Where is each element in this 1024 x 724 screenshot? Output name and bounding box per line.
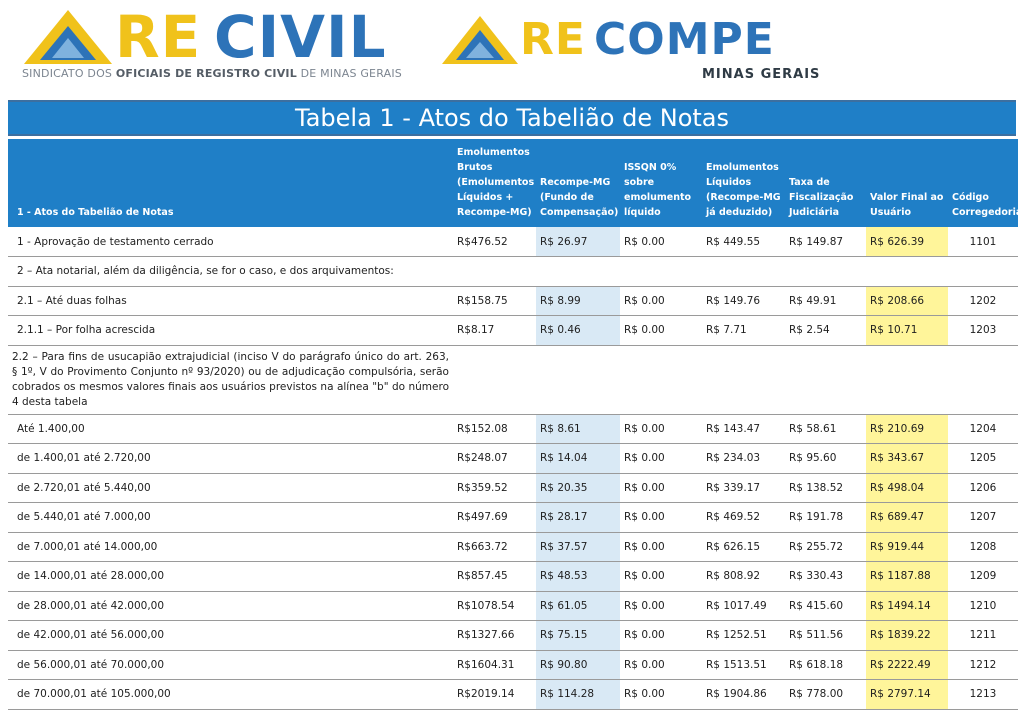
gross-cell: R$2019.14: [453, 680, 536, 710]
col-header-issqn: ISSQN 0% sobre emolumento líquido: [620, 139, 702, 227]
act-cell: de 28.000,01 até 42.000,00: [8, 591, 453, 621]
gross-cell: R$158.75: [453, 286, 536, 316]
recompe-logo-icon: [440, 14, 520, 66]
code-cell: 1206: [948, 473, 1018, 503]
table-row: [8, 680, 1018, 710]
issqn-cell: R$ 0.00: [620, 562, 702, 592]
act-cell: de 5.440,01 até 7.000,00: [8, 503, 453, 533]
tax-cell: R$ 49.91: [785, 286, 866, 316]
issqn-cell: R$ 0.00: [620, 286, 702, 316]
act-cell: de 1.400,01 até 2.720,00: [8, 444, 453, 474]
issqn-cell: R$ 0.00: [620, 650, 702, 680]
issqn-cell: R$ 0.00: [620, 621, 702, 651]
table-row: [8, 503, 1018, 533]
table-row: [8, 621, 1018, 651]
final-value-cell: R$ 1187.88: [866, 562, 948, 592]
final-value-cell: R$ 498.04: [866, 473, 948, 503]
gross-cell: R$359.52: [453, 473, 536, 503]
recompe-cell: R$ 28.17: [536, 503, 620, 533]
issqn-cell: R$ 0.00: [620, 680, 702, 710]
act-cell: Até 1.400,00: [8, 414, 453, 444]
act-cell: de 14.000,01 até 28.000,00: [8, 562, 453, 592]
tax-cell: R$ 95.60: [785, 444, 866, 474]
tax-cell: R$ 149.87: [785, 227, 866, 257]
net-cell: R$ 449.55: [702, 227, 785, 257]
net-cell: R$ 339.17: [702, 473, 785, 503]
col-header-acts: 1 - Atos do Tabelião de Notas: [8, 139, 453, 227]
section-heading: 2 – Ata notarial, além da diligência, se for o caso, e dos arquivamentos:: [8, 257, 1018, 287]
code-cell: 1209: [948, 562, 1018, 592]
issqn-cell: R$ 0.00: [620, 444, 702, 474]
act-cell: 2.1.1 – Por folha acrescida: [8, 316, 453, 346]
issqn-cell: R$ 0.00: [620, 532, 702, 562]
recompe-cell: R$ 26.97: [536, 227, 620, 257]
act-cell: de 2.720,01 até 5.440,00: [8, 473, 453, 503]
recompe-logo-compe: COMPE: [594, 14, 775, 65]
table-title-bar: [8, 100, 1016, 136]
note-text: 2.2 – Para fins de usucapião extrajudicial (inciso V do parágrafo único do art. 263, § 1º, V do Provimento Conjunto nº 93/2020) ou de adjudicação compulsória, serão cobrados os mesmos valores finais aos usuários previstos na alínea "b" do número 4 desta tabela: [8, 345, 453, 414]
net-cell: R$ 234.03: [702, 444, 785, 474]
code-cell: 1202: [948, 286, 1018, 316]
tax-cell: R$ 415.60: [785, 591, 866, 621]
code-cell: 1210: [948, 591, 1018, 621]
code-cell: 1207: [948, 503, 1018, 533]
issqn-cell: R$ 0.00: [620, 473, 702, 503]
recompe-subtitle: MINAS GERAIS: [702, 67, 821, 82]
final-value-cell: R$ 2797.14: [866, 680, 948, 710]
final-value-cell: R$ 919.44: [866, 532, 948, 562]
gross-cell: R$857.45: [453, 562, 536, 592]
col-header-final: Valor Final ao Usuário: [866, 139, 948, 227]
gross-cell: R$497.69: [453, 503, 536, 533]
code-cell: 1204: [948, 414, 1018, 444]
recompe-cell: R$ 114.28: [536, 680, 620, 710]
code-cell: 1211: [948, 621, 1018, 651]
final-value-cell: R$ 1839.22: [866, 621, 948, 651]
gross-cell: R$8.17: [453, 316, 536, 346]
gross-cell: R$248.07: [453, 444, 536, 474]
table-row: [8, 227, 1018, 257]
note-row: [8, 345, 1018, 414]
net-cell: R$ 1017.49: [702, 591, 785, 621]
tax-cell: R$ 138.52: [785, 473, 866, 503]
act-cell: de 42.000,01 até 56.000,00: [8, 621, 453, 651]
tax-cell: R$ 618.18: [785, 650, 866, 680]
issqn-cell: R$ 0.00: [620, 503, 702, 533]
table-header-row: [8, 139, 1018, 227]
final-value-cell: R$ 343.67: [866, 444, 948, 474]
issqn-cell: R$ 0.00: [620, 414, 702, 444]
recompe-cell: R$ 48.53: [536, 562, 620, 592]
net-cell: R$ 1904.86: [702, 680, 785, 710]
col-header-recompe: Recompe-MG (Fundo de Compensação): [536, 139, 620, 227]
act-cell: de 7.000,01 até 14.000,00: [8, 532, 453, 562]
net-cell: R$ 149.76: [702, 286, 785, 316]
recompe-cell: R$ 0.46: [536, 316, 620, 346]
net-cell: R$ 7.71: [702, 316, 785, 346]
net-cell: R$ 1252.51: [702, 621, 785, 651]
code-cell: 1205: [948, 444, 1018, 474]
gross-cell: R$152.08: [453, 414, 536, 444]
table-row: [8, 473, 1018, 503]
tax-cell: R$ 255.72: [785, 532, 866, 562]
issqn-cell: R$ 0.00: [620, 227, 702, 257]
gross-cell: R$663.72: [453, 532, 536, 562]
recompe-cell: R$ 75.15: [536, 621, 620, 651]
tax-cell: R$ 778.00: [785, 680, 866, 710]
table-row: [8, 591, 1018, 621]
code-cell: 1101: [948, 227, 1018, 257]
section-row: [8, 257, 1018, 287]
tax-cell: R$ 191.78: [785, 503, 866, 533]
gross-cell: R$1078.54: [453, 591, 536, 621]
table-row: [8, 562, 1018, 592]
net-cell: R$ 1513.51: [702, 650, 785, 680]
final-value-cell: R$ 626.39: [866, 227, 948, 257]
recompe-logo-re: RE: [520, 14, 586, 65]
gross-cell: R$1604.31: [453, 650, 536, 680]
gross-cell: R$1327.66: [453, 621, 536, 651]
recompe-cell: R$ 37.57: [536, 532, 620, 562]
final-value-cell: R$ 10.71: [866, 316, 948, 346]
table-title: Tabela 1 - Atos do Tabelião de Notas: [295, 104, 729, 132]
recompe-cell: R$ 14.04: [536, 444, 620, 474]
col-header-net: Emolumentos Líquidos (Recompe-MG já deduzido): [702, 139, 785, 227]
recompe-cell: R$ 61.05: [536, 591, 620, 621]
code-cell: 1213: [948, 680, 1018, 710]
table-row: [8, 286, 1018, 316]
table-row: [8, 414, 1018, 444]
tax-cell: R$ 2.54: [785, 316, 866, 346]
table-row: [8, 532, 1018, 562]
page-header: [0, 0, 1024, 96]
final-value-cell: R$ 2222.49: [866, 650, 948, 680]
note-filler: [453, 345, 1018, 414]
recivil-logo-civil: CIVIL: [214, 3, 387, 71]
net-cell: R$ 469.52: [702, 503, 785, 533]
table-row: [8, 316, 1018, 346]
col-header-gross: Emolumentos Brutos (Emolumentos Líquidos + Recompe-MG): [453, 139, 536, 227]
recivil-subtitle: SINDICATO DOS OFICIAIS DE REGISTRO CIVIL DE MINAS GERAIS: [22, 67, 402, 80]
fees-table: [8, 139, 1023, 710]
table-row: [8, 650, 1018, 680]
net-cell: R$ 808.92: [702, 562, 785, 592]
recompe-cell: R$ 90.80: [536, 650, 620, 680]
tax-cell: R$ 330.43: [785, 562, 866, 592]
code-cell: 1203: [948, 316, 1018, 346]
table-body: [8, 227, 1018, 709]
act-cell: 2.1 – Até duas folhas: [8, 286, 453, 316]
table-row: [8, 444, 1018, 474]
recompe-cell: R$ 8.61: [536, 414, 620, 444]
gross-cell: R$476.52: [453, 227, 536, 257]
final-value-cell: R$ 208.66: [866, 286, 948, 316]
col-header-tax: Taxa de Fiscalização Judiciária: [785, 139, 866, 227]
tax-cell: R$ 511.56: [785, 621, 866, 651]
code-cell: 1212: [948, 650, 1018, 680]
act-cell: de 56.000,01 até 70.000,00: [8, 650, 453, 680]
net-cell: R$ 626.15: [702, 532, 785, 562]
act-cell: de 70.000,01 até 105.000,00: [8, 680, 453, 710]
recivil-logo-icon: [22, 8, 114, 66]
final-value-cell: R$ 1494.14: [866, 591, 948, 621]
act-cell: 1 - Aprovação de testamento cerrado: [8, 227, 453, 257]
tax-cell: R$ 58.61: [785, 414, 866, 444]
recompe-cell: R$ 20.35: [536, 473, 620, 503]
final-value-cell: R$ 210.69: [866, 414, 948, 444]
recivil-logo-re: RE: [115, 3, 202, 71]
issqn-cell: R$ 0.00: [620, 316, 702, 346]
recompe-cell: R$ 8.99: [536, 286, 620, 316]
code-cell: 1208: [948, 532, 1018, 562]
col-header-code: Código Corregedoria: [948, 139, 1018, 227]
final-value-cell: R$ 689.47: [866, 503, 948, 533]
issqn-cell: R$ 0.00: [620, 591, 702, 621]
net-cell: R$ 143.47: [702, 414, 785, 444]
